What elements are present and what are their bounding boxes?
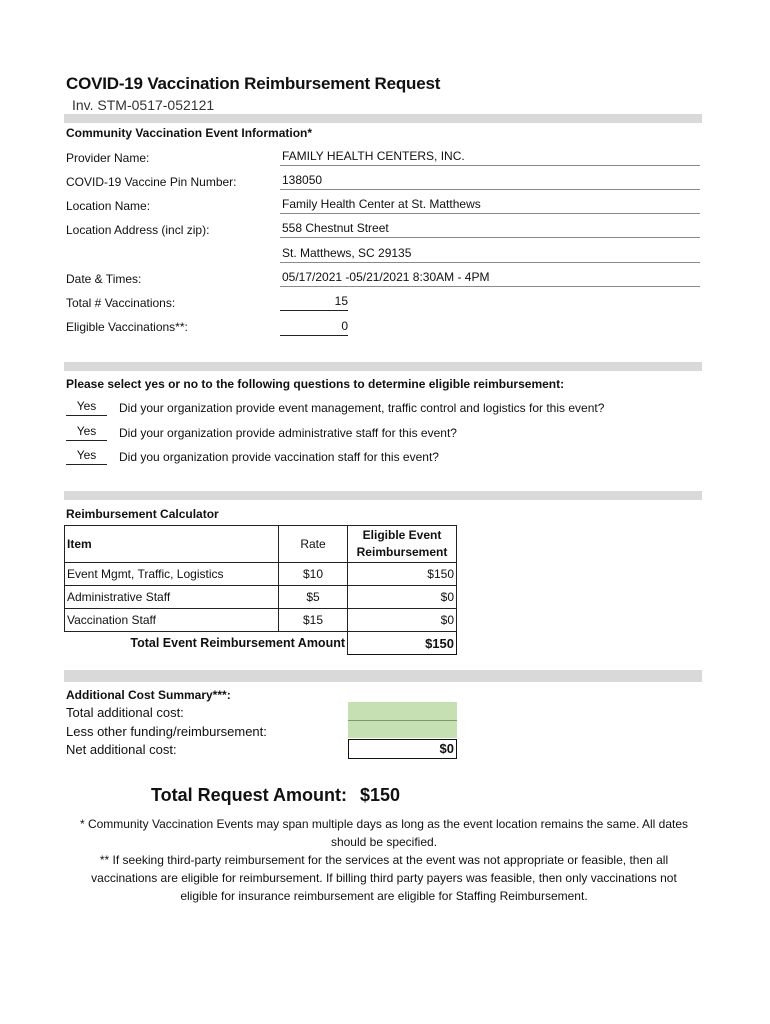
total-request-value: $150 [360, 785, 401, 805]
address-line1-field[interactable]: 558 Chestnut Street [280, 220, 700, 238]
net-additional-label: Net additional cost: [66, 742, 177, 757]
eligible-vaccinations-label: Eligible Vaccinations**: [66, 320, 188, 334]
location-label: Location Name: [66, 199, 151, 213]
provider-field[interactable]: FAMILY HEALTH CENTERS, INC. [280, 148, 700, 166]
footnote-2-line3: eligible for insurance reimbursement are eligible for Staffing Reimbursement. [180, 889, 588, 903]
total-additional-label: Total additional cost: [66, 705, 184, 720]
pin-label: COVID-19 Vaccine Pin Number: [66, 175, 237, 189]
total-request [151, 785, 400, 806]
questions-heading: Please select yes or no to the following questions to determine eligible reimbursement: [66, 377, 565, 391]
question-1-answer[interactable]: Yes [66, 398, 107, 416]
provider-label: Provider Name: [66, 151, 150, 165]
row-rate: $10 [279, 563, 348, 586]
question-2-answer[interactable]: Yes [66, 423, 107, 441]
column-header-eligible [348, 526, 457, 563]
footnote-2-line1: ** If seeking third-party reimbursement for the services at the event was not appropriate or feasible, then all [99, 853, 669, 867]
column-header-eligible-line1: Eligible Event [362, 528, 442, 542]
calculator-heading: Reimbursement Calculator [66, 507, 219, 521]
footnote-1-line2: should be specified. [330, 835, 438, 849]
dates-field[interactable]: 05/17/2021 -05/21/2021 8:30AM - 4PM [280, 269, 700, 287]
net-additional-value: $0 [348, 739, 457, 759]
address-label: Location Address (incl zip): [66, 223, 210, 237]
pin-field[interactable]: 138050 [280, 172, 700, 190]
row-item: Administrative Staff [65, 586, 279, 609]
row-item: Vaccination Staff [65, 609, 279, 632]
row-rate: $5 [279, 586, 348, 609]
row-amount: $0 [348, 609, 457, 632]
additional-cost-heading: Additional Cost Summary***: [66, 688, 231, 702]
footnote-2 [66, 851, 702, 905]
question-3-text: Did you organization provide vaccination staff for this event? [119, 450, 439, 464]
total-vaccinations-label: Total # Vaccinations: [66, 296, 176, 310]
total-reimbursement-value: $150 [348, 632, 457, 655]
column-header-item: Item [65, 526, 279, 563]
total-request-label: Total Request Amount: [151, 785, 347, 805]
question-1-text: Did your organization provide event management, traffic control and logistics for this event? [119, 401, 605, 415]
less-funding-label: Less other funding/reimbursement: [66, 724, 267, 739]
total-vaccinations-field[interactable]: 15 [280, 293, 348, 311]
row-amount: $0 [348, 586, 457, 609]
page-title: COVID-19 Vaccination Reimbursement Request [66, 74, 441, 93]
invoice-number: Inv. STM-0517-052121 [72, 97, 215, 113]
table-row [65, 609, 457, 632]
eligible-vaccinations-field[interactable]: 0 [280, 318, 348, 336]
total-reimbursement-label: Total Event Reimbursement Amount [65, 632, 348, 655]
table-row [65, 586, 457, 609]
table-row [65, 563, 457, 586]
address-line2-field[interactable]: St. Matthews, SC 29135 [280, 245, 700, 263]
column-header-eligible-line2: Reimbursement [356, 545, 448, 559]
dates-label: Date & Times: [66, 272, 142, 286]
reimbursement-table [64, 525, 457, 655]
location-field[interactable]: Family Health Center at St. Matthews [280, 196, 700, 214]
footnote-2-line2: vaccinations are eligible for reimbursement. If billing third party payers was feasible, then only vaccinations not [91, 871, 677, 885]
section-divider [64, 491, 702, 500]
column-header-rate: Rate [279, 526, 348, 563]
row-rate: $15 [279, 609, 348, 632]
row-amount: $150 [348, 563, 457, 586]
total-additional-field[interactable] [348, 702, 457, 721]
section-divider [64, 362, 702, 371]
less-funding-field[interactable] [348, 721, 457, 738]
section-divider [64, 670, 702, 682]
section-divider [64, 114, 702, 123]
question-2-text: Did your organization provide administrative staff for this event? [119, 426, 457, 440]
footnote-1-line1: * Community Vaccination Events may span multiple days as long as the event location remains the same. All dates [79, 817, 689, 831]
event-info-heading: Community Vaccination Event Information* [66, 126, 313, 140]
question-3-answer[interactable]: Yes [66, 447, 107, 465]
footnote-1 [66, 815, 702, 851]
row-item: Event Mgmt, Traffic, Logistics [65, 563, 279, 586]
